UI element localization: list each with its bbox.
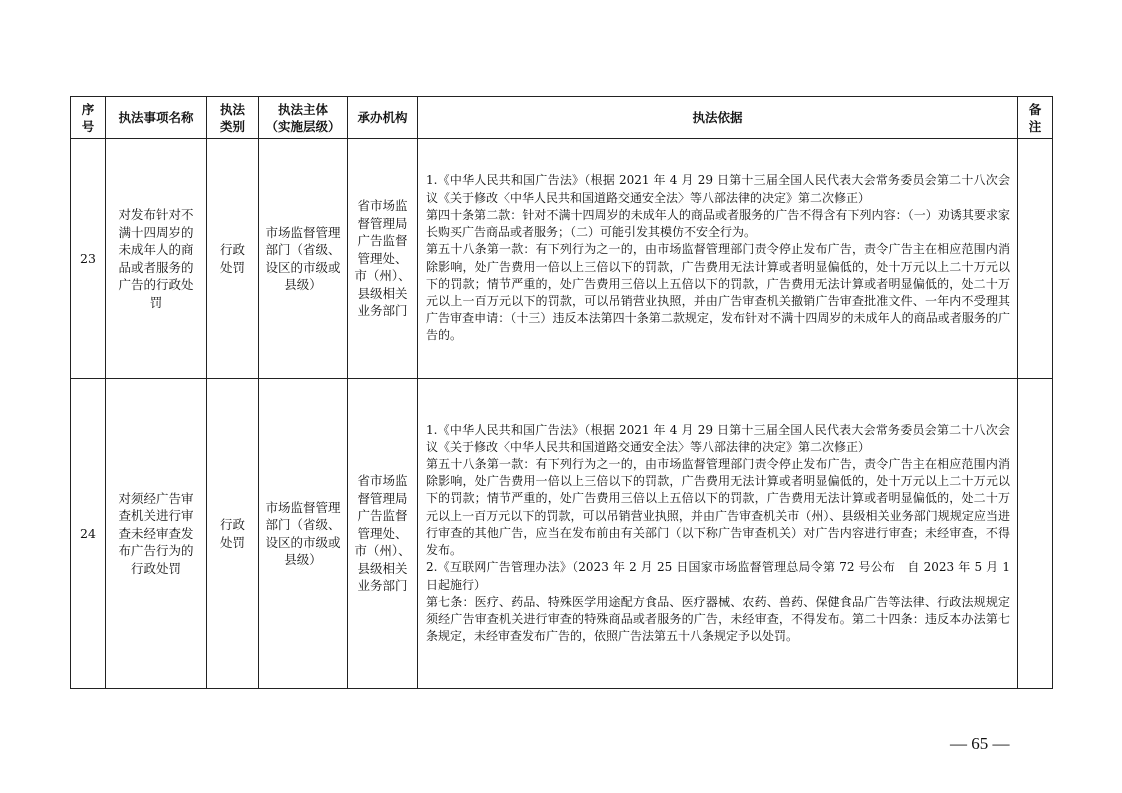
row-subject: 市场监督管理部门（省级、设区的市级或县级） xyxy=(259,139,348,379)
row-basis xyxy=(418,379,1018,689)
row-seq: 24 xyxy=(71,379,106,689)
row-item-name: 对须经广告审查机关进行审查未经审查发布广告行为的行政处罚 xyxy=(106,379,207,689)
basis-paragraph: 1.《中华人民共和国广告法》（根据 2021 年 4 月 29 日第十三届全国人民代表大会常务委员会第二十八次会议《关于修改〈中华人民共和国道路交通安全法〉等八部法律的决定》第二次修正） xyxy=(426,422,1010,454)
header-agency: 承办机构 xyxy=(348,97,418,139)
row-agency: 省市场监督管理局广告监督管理处、市（州）、县级相关业务部门 xyxy=(348,379,418,689)
header-subject-line2: （实施层级） xyxy=(265,118,341,134)
header-remark: 备注 xyxy=(1018,97,1053,139)
row-category: 行政处罚 xyxy=(207,379,259,689)
basis-paragraph: 1.《中华人民共和国广告法》（根据 2021 年 4 月 29 日第十三届全国人民代表大会常务委员会第二十八次会议《关于修改〈中华人民共和国道路交通安全法〉等八部法律的决定》第二次修正） xyxy=(426,173,1010,205)
row-basis xyxy=(418,139,1018,379)
basis-paragraph: 第五十八条第一款：有下列行为之一的，由市场监督管理部门责令停止发布广告，责令广告主在相应范围内消除影响，处广告费用一倍以上三倍以下的罚款，广告费用无法计算或者明显偏低的，处十万元以上二十万元以下的罚款；情节严重的，处广告费用三倍以上五倍以下的罚款，广告费用无法计算或者明显偏低的，处二十万元以上一百万元以下的罚款，可以吊销营业执照，并由广告审查机关撤销广告审查批准文件、一年内不受理其广告审查申请：（十三）违反本法第四十条第二款规定，发布针对不满十四周岁的未成年人的商品或者服务的广告的。 xyxy=(426,242,1010,343)
header-name: 执法事项名称 xyxy=(106,97,207,139)
enforcement-items-table xyxy=(70,96,1053,689)
row-remark xyxy=(1018,139,1053,379)
row-seq: 23 xyxy=(71,139,106,379)
header-subject xyxy=(259,97,348,139)
basis-paragraph: 第四十条第二款：针对不满十四周岁的未成年人的商品或者服务的广告不得含有下列内容：（一）劝诱其要求家长购买广告商品或者服务；（二）可能引发其模仿不安全行为。 xyxy=(426,207,1010,240)
basis-paragraph: 第五十八条第一款：有下列行为之一的，由市场监督管理部门责令停止发布广告，责令广告主在相应范围内消除影响，处广告费用一倍以上三倍以下的罚款，广告费用无法计算或者明显偏低的，处十万元以上二十万元以下的罚款；情节严重的，处广告费用三倍以上五倍以下的罚款，广告费用无法计算或者明显偏低的，处二十万元以上一百万元以下的罚款，可以吊销营业执照，并由广告审查机关市（州）、县级相关业务部门规规定应当进行审查的其他广告，应当在发布前由有关部门（以下称广告审查机关）对广告内容进行审查；未经审查，不得发布。 xyxy=(426,457,1010,558)
page-number: — 65 — xyxy=(950,734,1010,753)
header-row xyxy=(71,97,1053,139)
table-row xyxy=(71,379,1053,689)
header-category: 执法类别 xyxy=(207,97,259,139)
header-seq: 序号 xyxy=(71,97,106,139)
basis-paragraph: 第七条：医疗、药品、特殊医学用途配方食品、医疗器械、农药、兽药、保健食品广告等法律、行政法规规定须经广告审查机关进行审查的特殊商品或者服务的广告，未经审查，不得发布。第二十四条：违反本办法第七条规定，未经审查发布广告的，依照广告法第五十八条规定予以处罚。 xyxy=(426,594,1010,644)
row-remark xyxy=(1018,379,1053,689)
row-subject: 市场监督管理部门（省级、设区的市级或县级） xyxy=(259,379,348,689)
header-basis: 执法依据 xyxy=(418,97,1018,139)
header-subject-line1: 执法主体 xyxy=(277,101,328,117)
table-row xyxy=(71,139,1053,379)
basis-paragraph: 2.《互联网广告管理办法》（2023 年 2 月 25 日国家市场监督管理总局令第 72 号公布 自 2023 年 5 月 1 日起施行） xyxy=(426,560,1010,592)
row-item-name: 对发布针对不满十四周岁的未成年人的商品或者服务的广告的行政处罚 xyxy=(106,139,207,379)
row-agency: 省市场监督管理局广告监督管理处、市（州）、县级相关业务部门 xyxy=(348,139,418,379)
row-category: 行政处罚 xyxy=(207,139,259,379)
